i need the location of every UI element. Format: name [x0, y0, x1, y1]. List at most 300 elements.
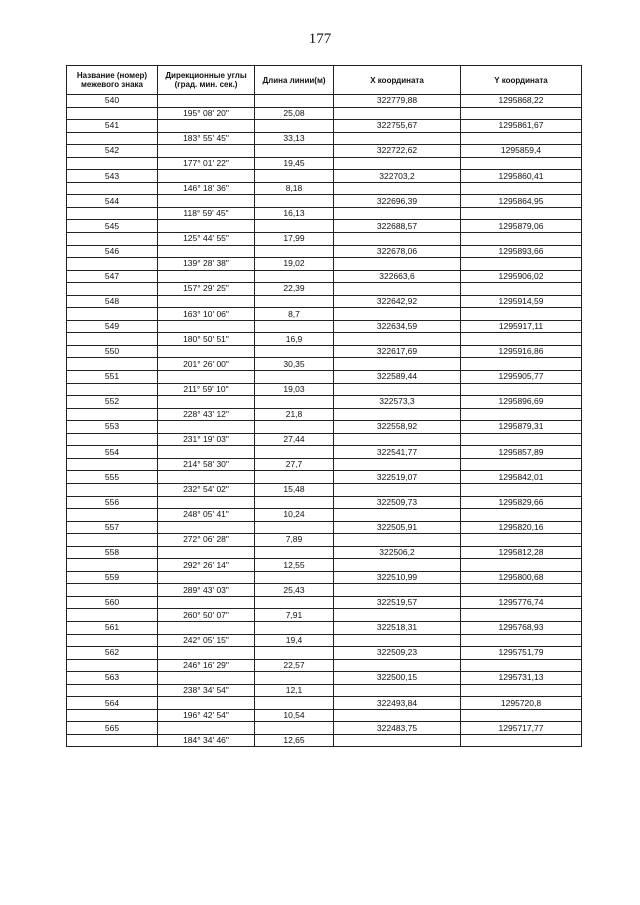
empty-cell [334, 258, 461, 271]
empty-cell [334, 207, 461, 220]
empty-cell [158, 270, 255, 283]
x-coordinate: 322696,39 [334, 195, 461, 208]
direction-angle: 118° 59' 45" [158, 207, 255, 220]
empty-cell [334, 609, 461, 622]
table-row [67, 195, 582, 208]
point-name: 553 [67, 421, 158, 434]
x-coordinate: 322558,92 [334, 421, 461, 434]
table-row [67, 345, 582, 358]
x-coordinate: 322500,15 [334, 672, 461, 685]
empty-cell [461, 509, 582, 522]
empty-cell [334, 333, 461, 346]
empty-cell [67, 207, 158, 220]
x-coordinate: 322483,75 [334, 722, 461, 735]
y-coordinate: 1295731,13 [461, 672, 582, 685]
x-coordinate: 322779,88 [334, 95, 461, 108]
empty-cell [255, 446, 334, 459]
empty-cell [67, 107, 158, 120]
empty-cell [461, 408, 582, 421]
empty-cell [461, 383, 582, 396]
header-x: X координата [334, 66, 461, 95]
empty-cell [67, 433, 158, 446]
direction-angle: 196° 42' 54" [158, 709, 255, 722]
empty-cell [334, 233, 461, 246]
empty-cell [255, 95, 334, 108]
header-y: Y координата [461, 66, 582, 95]
y-coordinate: 1295776,74 [461, 596, 582, 609]
empty-cell [334, 584, 461, 597]
empty-cell [255, 220, 334, 233]
page-number: 177 [308, 31, 332, 47]
point-name: 562 [67, 647, 158, 660]
point-name: 555 [67, 471, 158, 484]
empty-cell [158, 320, 255, 333]
direction-angle: 248° 05' 41" [158, 509, 255, 522]
y-coordinate: 1295820,16 [461, 521, 582, 534]
point-name: 544 [67, 195, 158, 208]
table-row [67, 659, 582, 672]
table-row [67, 433, 582, 446]
empty-cell [461, 308, 582, 321]
empty-cell [334, 408, 461, 421]
empty-cell [255, 697, 334, 710]
direction-angle: 211° 59' 10" [158, 383, 255, 396]
table-row [67, 220, 582, 233]
empty-cell [461, 609, 582, 622]
y-coordinate: 1295916,86 [461, 345, 582, 358]
empty-cell [158, 496, 255, 509]
table-header-row [67, 66, 582, 95]
direction-angle: 228° 43' 12" [158, 408, 255, 421]
x-coordinate: 322509,73 [334, 496, 461, 509]
empty-cell [461, 258, 582, 271]
table-row [67, 584, 582, 597]
y-coordinate: 1295857,89 [461, 446, 582, 459]
empty-cell [255, 521, 334, 534]
line-length: 12,55 [255, 559, 334, 572]
x-coordinate: 322755,67 [334, 120, 461, 133]
empty-cell [334, 634, 461, 647]
table-row [67, 132, 582, 145]
empty-cell [158, 647, 255, 660]
table-row [67, 421, 582, 434]
point-name: 558 [67, 546, 158, 559]
empty-cell [255, 245, 334, 258]
line-length: 16,9 [255, 333, 334, 346]
direction-angle: 246° 16' 29" [158, 659, 255, 672]
boundary-coordinates-table [66, 65, 582, 747]
x-coordinate: 322634,59 [334, 320, 461, 333]
x-coordinate: 322722,62 [334, 145, 461, 158]
table-row [67, 672, 582, 685]
empty-cell [461, 283, 582, 296]
line-length: 15,48 [255, 483, 334, 496]
empty-cell [334, 483, 461, 496]
table-row [67, 333, 582, 346]
line-length: 22,57 [255, 659, 334, 672]
x-coordinate: 322493,84 [334, 697, 461, 710]
table-row [67, 295, 582, 308]
empty-cell [158, 195, 255, 208]
empty-cell [67, 534, 158, 547]
empty-cell [67, 483, 158, 496]
direction-angle: 232° 54' 02" [158, 483, 255, 496]
header-length: Длина линии(м) [255, 66, 334, 95]
empty-cell [158, 697, 255, 710]
line-length: 19,02 [255, 258, 334, 271]
empty-cell [461, 534, 582, 547]
table-row [67, 697, 582, 710]
direction-angle: 238° 34' 54" [158, 684, 255, 697]
point-name: 543 [67, 170, 158, 183]
empty-cell [255, 345, 334, 358]
empty-cell [461, 157, 582, 170]
empty-cell [334, 132, 461, 145]
empty-cell [461, 333, 582, 346]
empty-cell [461, 584, 582, 597]
point-name: 547 [67, 270, 158, 283]
y-coordinate: 1295842,01 [461, 471, 582, 484]
empty-cell [158, 446, 255, 459]
line-length: 12,1 [255, 684, 334, 697]
x-coordinate: 322541,77 [334, 446, 461, 459]
table-row [67, 634, 582, 647]
x-coordinate: 322703,2 [334, 170, 461, 183]
y-coordinate: 1295751,79 [461, 647, 582, 660]
y-coordinate: 1295829,66 [461, 496, 582, 509]
empty-cell [158, 170, 255, 183]
table-row [67, 521, 582, 534]
empty-cell [158, 672, 255, 685]
point-name: 559 [67, 571, 158, 584]
table-row [67, 571, 582, 584]
x-coordinate: 322589,44 [334, 371, 461, 384]
line-length: 10,54 [255, 709, 334, 722]
empty-cell [158, 95, 255, 108]
table-row [67, 446, 582, 459]
x-coordinate: 322518,31 [334, 621, 461, 634]
empty-cell [255, 596, 334, 609]
empty-cell [334, 383, 461, 396]
empty-cell [255, 471, 334, 484]
point-name: 561 [67, 621, 158, 634]
table-row [67, 170, 582, 183]
line-length: 30,35 [255, 358, 334, 371]
empty-cell [461, 559, 582, 572]
table-row [67, 283, 582, 296]
empty-cell [461, 684, 582, 697]
table-row [67, 496, 582, 509]
empty-cell [255, 621, 334, 634]
table-row [67, 270, 582, 283]
x-coordinate: 322642,92 [334, 295, 461, 308]
empty-cell [255, 371, 334, 384]
empty-cell [67, 634, 158, 647]
line-length: 27,44 [255, 433, 334, 446]
y-coordinate: 1295906,02 [461, 270, 582, 283]
direction-angle: 163° 10' 06" [158, 308, 255, 321]
y-coordinate: 1295917,11 [461, 320, 582, 333]
empty-cell [67, 684, 158, 697]
table-row [67, 182, 582, 195]
direction-angle: 201° 26' 00" [158, 358, 255, 371]
x-coordinate: 322573,3 [334, 396, 461, 409]
empty-cell [461, 233, 582, 246]
direction-angle: 177° 01' 22" [158, 157, 255, 170]
line-length: 8,18 [255, 182, 334, 195]
table-row [67, 157, 582, 170]
empty-cell [461, 433, 582, 446]
line-length: 25,43 [255, 584, 334, 597]
empty-cell [67, 283, 158, 296]
x-coordinate: 322519,57 [334, 596, 461, 609]
empty-cell [67, 458, 158, 471]
point-name: 556 [67, 496, 158, 509]
empty-cell [158, 471, 255, 484]
table-row [67, 95, 582, 108]
empty-cell [67, 233, 158, 246]
empty-cell [255, 672, 334, 685]
direction-angle: 183° 55' 45" [158, 132, 255, 145]
empty-cell [461, 634, 582, 647]
empty-cell [158, 596, 255, 609]
table-row [67, 621, 582, 634]
empty-cell [158, 571, 255, 584]
direction-angle: 184° 34' 46" [158, 734, 255, 747]
empty-cell [255, 496, 334, 509]
empty-cell [255, 421, 334, 434]
direction-angle: 180° 50' 51" [158, 333, 255, 346]
empty-cell [67, 509, 158, 522]
empty-cell [158, 722, 255, 735]
line-length: 19,45 [255, 157, 334, 170]
x-coordinate: 322688,57 [334, 220, 461, 233]
empty-cell [67, 333, 158, 346]
empty-cell [461, 182, 582, 195]
table-row [67, 245, 582, 258]
empty-cell [255, 320, 334, 333]
empty-cell [334, 458, 461, 471]
line-length: 7,89 [255, 534, 334, 547]
line-length: 16,13 [255, 207, 334, 220]
empty-cell [67, 734, 158, 747]
empty-cell [67, 559, 158, 572]
empty-cell [461, 132, 582, 145]
table-row [67, 534, 582, 547]
empty-cell [67, 358, 158, 371]
point-name: 564 [67, 697, 158, 710]
empty-cell [67, 308, 158, 321]
empty-cell [158, 546, 255, 559]
empty-cell [255, 195, 334, 208]
empty-cell [67, 182, 158, 195]
table-body [67, 95, 582, 747]
table-row [67, 509, 582, 522]
empty-cell [334, 157, 461, 170]
empty-cell [67, 383, 158, 396]
y-coordinate: 1295768,93 [461, 621, 582, 634]
table-row [67, 709, 582, 722]
empty-cell [334, 559, 461, 572]
y-coordinate: 1295905,77 [461, 371, 582, 384]
table-row [67, 207, 582, 220]
empty-cell [67, 609, 158, 622]
y-coordinate: 1295896,69 [461, 396, 582, 409]
empty-cell [158, 245, 255, 258]
y-coordinate: 1295860,41 [461, 170, 582, 183]
table-row [67, 408, 582, 421]
empty-cell [255, 145, 334, 158]
point-name: 552 [67, 396, 158, 409]
point-name: 563 [67, 672, 158, 685]
y-coordinate: 1295879,06 [461, 220, 582, 233]
line-length: 27,7 [255, 458, 334, 471]
table-row [67, 458, 582, 471]
table-row [67, 546, 582, 559]
empty-cell [334, 283, 461, 296]
empty-cell [158, 295, 255, 308]
y-coordinate: 1295914,59 [461, 295, 582, 308]
empty-cell [158, 396, 255, 409]
table-row [67, 559, 582, 572]
empty-cell [334, 509, 461, 522]
empty-cell [461, 709, 582, 722]
direction-angle: 214° 58' 30" [158, 458, 255, 471]
empty-cell [461, 659, 582, 672]
table-row [67, 609, 582, 622]
direction-angle: 195° 08' 20" [158, 107, 255, 120]
empty-cell [158, 345, 255, 358]
x-coordinate: 322506,2 [334, 546, 461, 559]
table-row [67, 596, 582, 609]
line-length: 7,91 [255, 609, 334, 622]
x-coordinate: 322617,69 [334, 345, 461, 358]
y-coordinate: 1295720,8 [461, 697, 582, 710]
line-length: 10,24 [255, 509, 334, 522]
empty-cell [461, 458, 582, 471]
point-name: 549 [67, 320, 158, 333]
table-row [67, 383, 582, 396]
empty-cell [158, 120, 255, 133]
point-name: 560 [67, 596, 158, 609]
empty-cell [255, 295, 334, 308]
y-coordinate: 1295859,4 [461, 145, 582, 158]
direction-angle: 139° 28' 38" [158, 258, 255, 271]
y-coordinate: 1295864,95 [461, 195, 582, 208]
table-row [67, 471, 582, 484]
empty-cell [158, 521, 255, 534]
empty-cell [255, 546, 334, 559]
empty-cell [255, 571, 334, 584]
empty-cell [334, 182, 461, 195]
point-name: 542 [67, 145, 158, 158]
empty-cell [334, 358, 461, 371]
x-coordinate: 322663,6 [334, 270, 461, 283]
empty-cell [255, 270, 334, 283]
direction-angle: 157° 29' 25" [158, 283, 255, 296]
point-name: 545 [67, 220, 158, 233]
line-length: 12,65 [255, 734, 334, 747]
line-length: 19,03 [255, 383, 334, 396]
point-name: 551 [67, 371, 158, 384]
y-coordinate: 1295861,67 [461, 120, 582, 133]
empty-cell [67, 584, 158, 597]
point-name: 546 [67, 245, 158, 258]
table-row [67, 320, 582, 333]
x-coordinate: 322519,07 [334, 471, 461, 484]
empty-cell [334, 107, 461, 120]
table-row [67, 308, 582, 321]
empty-cell [334, 308, 461, 321]
empty-cell [334, 684, 461, 697]
line-length: 25,08 [255, 107, 334, 120]
empty-cell [255, 170, 334, 183]
y-coordinate: 1295879,31 [461, 421, 582, 434]
empty-cell [67, 408, 158, 421]
y-coordinate: 1295893,66 [461, 245, 582, 258]
x-coordinate: 322510,99 [334, 571, 461, 584]
empty-cell [334, 734, 461, 747]
empty-cell [67, 132, 158, 145]
empty-cell [158, 621, 255, 634]
x-coordinate: 322509,23 [334, 647, 461, 660]
empty-cell [461, 734, 582, 747]
point-name: 541 [67, 120, 158, 133]
table-row [67, 371, 582, 384]
line-length: 21,8 [255, 408, 334, 421]
header-name: Название (номер) межевого знака [67, 66, 158, 95]
empty-cell [334, 709, 461, 722]
y-coordinate: 1295800,68 [461, 571, 582, 584]
header-angle: Дирекционные углы (град. мин. сек.) [158, 66, 255, 95]
line-length: 33,13 [255, 132, 334, 145]
point-name: 557 [67, 521, 158, 534]
table-row [67, 145, 582, 158]
empty-cell [255, 396, 334, 409]
point-name: 548 [67, 295, 158, 308]
empty-cell [67, 659, 158, 672]
table-row [67, 233, 582, 246]
point-name: 554 [67, 446, 158, 459]
empty-cell [461, 483, 582, 496]
direction-angle: 242° 05' 15" [158, 634, 255, 647]
table-row [67, 684, 582, 697]
line-length: 19,4 [255, 634, 334, 647]
direction-angle: 231° 19' 03" [158, 433, 255, 446]
empty-cell [334, 534, 461, 547]
table-row [67, 107, 582, 120]
x-coordinate: 322505,91 [334, 521, 461, 534]
y-coordinate: 1295812,28 [461, 546, 582, 559]
table-row [67, 358, 582, 371]
direction-angle: 289° 43' 03" [158, 584, 255, 597]
line-length: 22,39 [255, 283, 334, 296]
table-row [67, 483, 582, 496]
empty-cell [461, 207, 582, 220]
empty-cell [158, 421, 255, 434]
empty-cell [334, 659, 461, 672]
empty-cell [158, 371, 255, 384]
empty-cell [461, 107, 582, 120]
table-row [67, 396, 582, 409]
table-row [67, 734, 582, 747]
table-row [67, 120, 582, 133]
y-coordinate: 1295868,22 [461, 95, 582, 108]
empty-cell [67, 157, 158, 170]
direction-angle: 272° 06' 28" [158, 534, 255, 547]
empty-cell [334, 433, 461, 446]
point-name: 540 [67, 95, 158, 108]
